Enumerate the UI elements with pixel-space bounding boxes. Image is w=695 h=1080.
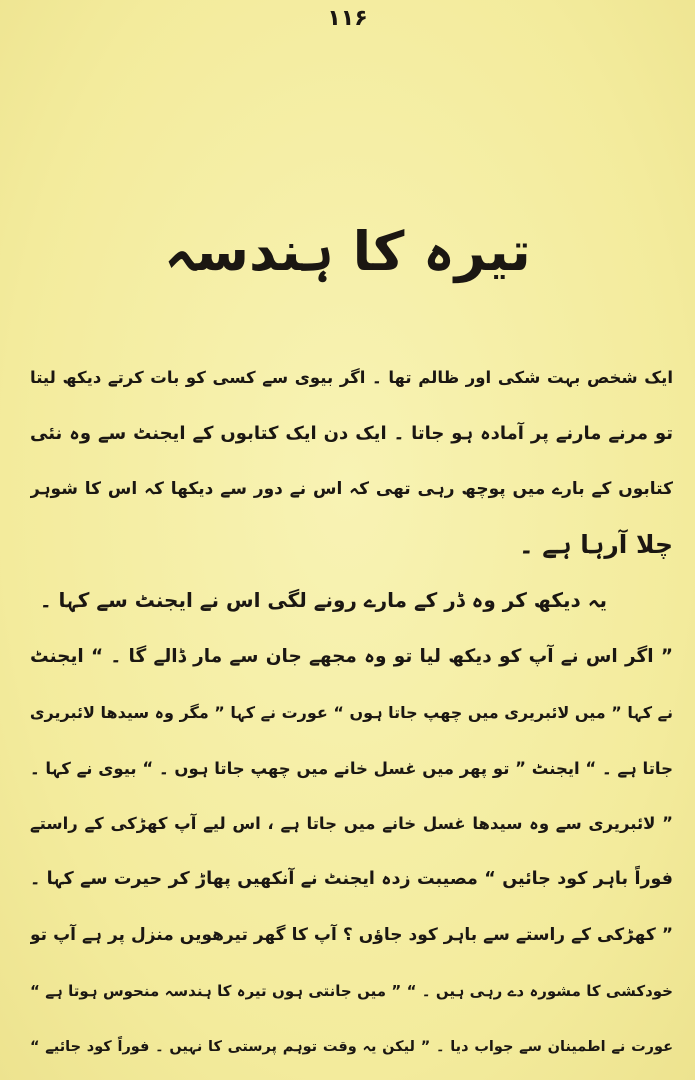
text-line: یہ دیکھ کر وہ ڈر کے مارے رونے لگی اس نے ایجنٹ سے کہا ۔: [39, 588, 607, 613]
text-line: ” اگر اس نے آپ کو دیکھ لیا تو وہ مجھے جان سے مار ڈالے گا ۔ “ ایجنٹ: [30, 645, 673, 667]
text-line: کتابوں کے بارے میں پوچھ رہی تھی کہ اس نے دور سے دیکھا کہ اس کا شوہر: [30, 478, 673, 499]
text-line: چلا آرہا ہے ۔: [518, 530, 673, 560]
story-text: [30, 350, 673, 1075]
page-number: ۱۱۶: [327, 6, 368, 31]
text-line: فوراً باہر کود جائیں “ مصیبت زدہ ایجنٹ نے آنکھیں پھاڑ کر حیرت سے کہا ۔: [30, 869, 673, 890]
chapter-title: تیرہ کا ہندسہ: [164, 220, 531, 283]
text-line: نے کہا ” میں لائبریری میں چھپ جاتا ہوں “ عورت نے کہا ” مگر وہ سیدھا لائبریری: [30, 702, 673, 722]
text-line: ایک شخص بہت شکی اور ظالم تھا ۔ اگر بیوی سے کسی کو بات کرتے دیکھ لیتا: [30, 368, 673, 387]
text-line: ” لائبریری سے وہ سیدھا غسل خانے میں جاتا ہے ، اس لیے آپ کھڑکی کے راستے: [30, 814, 673, 834]
text-line: جاتا ہے ۔ “ ایجنٹ ” تو پھر میں غسل خانے میں چھپ جاتا ہوں ۔ “ بیوی نے کہا ۔: [30, 758, 673, 778]
text-line: عورت نے اطمینان سے جواب دیا ۔ ” لیکن یہ وقت توہم پرستی کا نہیں ۔ فوراً کود جائیے “: [30, 1038, 673, 1055]
text-line: ” کھڑکی کے راستے سے باہر کود جاؤں ؟ آپ کا گھر تیرھویں منزل پر ہے آپ تو: [30, 924, 673, 945]
text-line: تو مرنے مارنے پر آمادہ ہو جاتا ۔ ایک دن ایک کتابوں کے ایجنٹ سے وہ نئی: [30, 422, 673, 444]
text-line: خودکشی کا مشورہ دے رہی ہیں ۔ “ ” میں جانتی ہوں تیرہ کا ہندسہ منحوس ہوتا ہے “: [30, 981, 673, 1000]
